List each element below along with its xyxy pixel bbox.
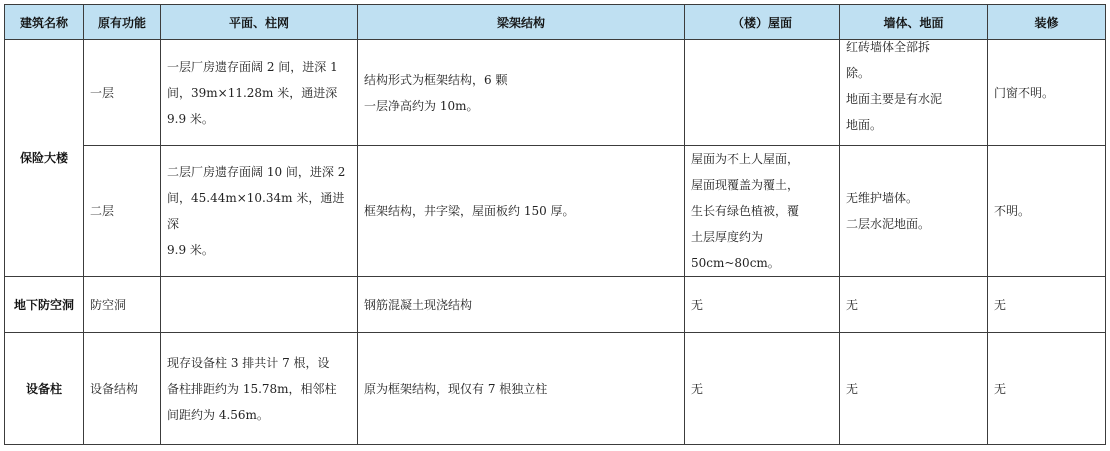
wall-floor-cell	[840, 40, 988, 146]
header-decoration: 装修	[988, 5, 1106, 40]
wall-floor-cell: 无	[840, 333, 988, 445]
decoration-cell: 无	[988, 333, 1106, 445]
roof-cell	[685, 40, 840, 146]
beam-line: 结构形式为框架结构，6 颗	[364, 72, 508, 87]
table-row	[5, 277, 1106, 333]
table-row	[5, 40, 1106, 146]
plan-line: 二层厂房遗存面阔 10 间，进深 2	[167, 165, 346, 179]
plan-line: 间，45.44m×10.34m 米，通进深	[167, 191, 345, 231]
plan-line: 9.9 米。	[167, 111, 214, 126]
wall-line: 二层水泥地面。	[846, 217, 931, 231]
plan-line: 间，39m×11.28m 米，通进深	[167, 85, 338, 100]
wall-line: 除。	[846, 66, 871, 80]
header-plan-column-grid: 平面、柱网	[161, 5, 358, 40]
header-building-name: 建筑名称	[5, 5, 84, 40]
building-name-cell: 保险大楼	[5, 40, 84, 277]
beam-cell: 原为框架结构，现仅有 7 根独立柱	[358, 333, 685, 445]
plan-cell	[161, 40, 358, 146]
plan-line: 现存设备柱 3 排共计 7 根，设	[167, 355, 330, 370]
wall-line: 红砖墙体全部拆	[846, 40, 931, 54]
function-cell: 防空洞	[84, 277, 161, 333]
beam-cell	[358, 40, 685, 146]
roof-line: 土层厚度约为	[691, 230, 764, 244]
function-cell: 一层	[84, 40, 161, 146]
table-row	[5, 146, 1106, 277]
header-beam-structure: 梁架结构	[358, 5, 685, 40]
header-original-function: 原有功能	[84, 5, 161, 40]
function-cell: 二层	[84, 146, 161, 277]
building-name-cell: 设备柱	[5, 333, 84, 445]
decoration-cell: 门窗不明。	[988, 40, 1106, 146]
building-name-cell: 地下防空洞	[5, 277, 84, 333]
roof-line: 屋面现覆盖为覆土，	[691, 178, 800, 192]
function-cell: 设备结构	[84, 333, 161, 445]
wall-floor-cell: 无	[840, 277, 988, 333]
decoration-cell: 不明。	[988, 146, 1106, 277]
roof-cell: 无	[685, 333, 840, 445]
wall-line: 无维护墙体。	[846, 191, 919, 205]
wall-line: 地面。	[846, 118, 883, 132]
building-survey-table	[4, 4, 1106, 445]
beam-cell: 钢筋混凝土现浇结构	[358, 277, 685, 333]
beam-line: 一层净高约为 10m。	[364, 98, 479, 113]
roof-cell	[685, 146, 840, 277]
header-roof: （楼）屋面	[685, 5, 840, 40]
decoration-cell: 无	[988, 277, 1106, 333]
roof-line: 屋面为不上人屋面，	[691, 152, 800, 166]
roof-cell: 无	[685, 277, 840, 333]
roof-line: 生长有绿色植被，覆	[691, 204, 800, 218]
header-wall-floor: 墙体、地面	[840, 5, 988, 40]
beam-cell: 框架结构，井字梁，屋面板约 150 厚。	[358, 146, 685, 277]
plan-cell	[161, 277, 358, 333]
wall-line: 地面主要是有水泥	[846, 92, 943, 106]
plan-cell	[161, 333, 358, 445]
plan-line: 备柱排距约为 15.78m，相邻柱	[167, 381, 337, 396]
plan-line: 间距约为 4.56m。	[167, 407, 269, 422]
table-row	[5, 333, 1106, 445]
plan-line: 一层厂房遗存面阔 2 间，进深 1	[167, 59, 338, 74]
wall-floor-cell	[840, 146, 988, 277]
roof-line: 50cm~80cm。	[691, 256, 780, 270]
plan-line: 9.9 米。	[167, 243, 214, 257]
plan-cell	[161, 146, 358, 277]
